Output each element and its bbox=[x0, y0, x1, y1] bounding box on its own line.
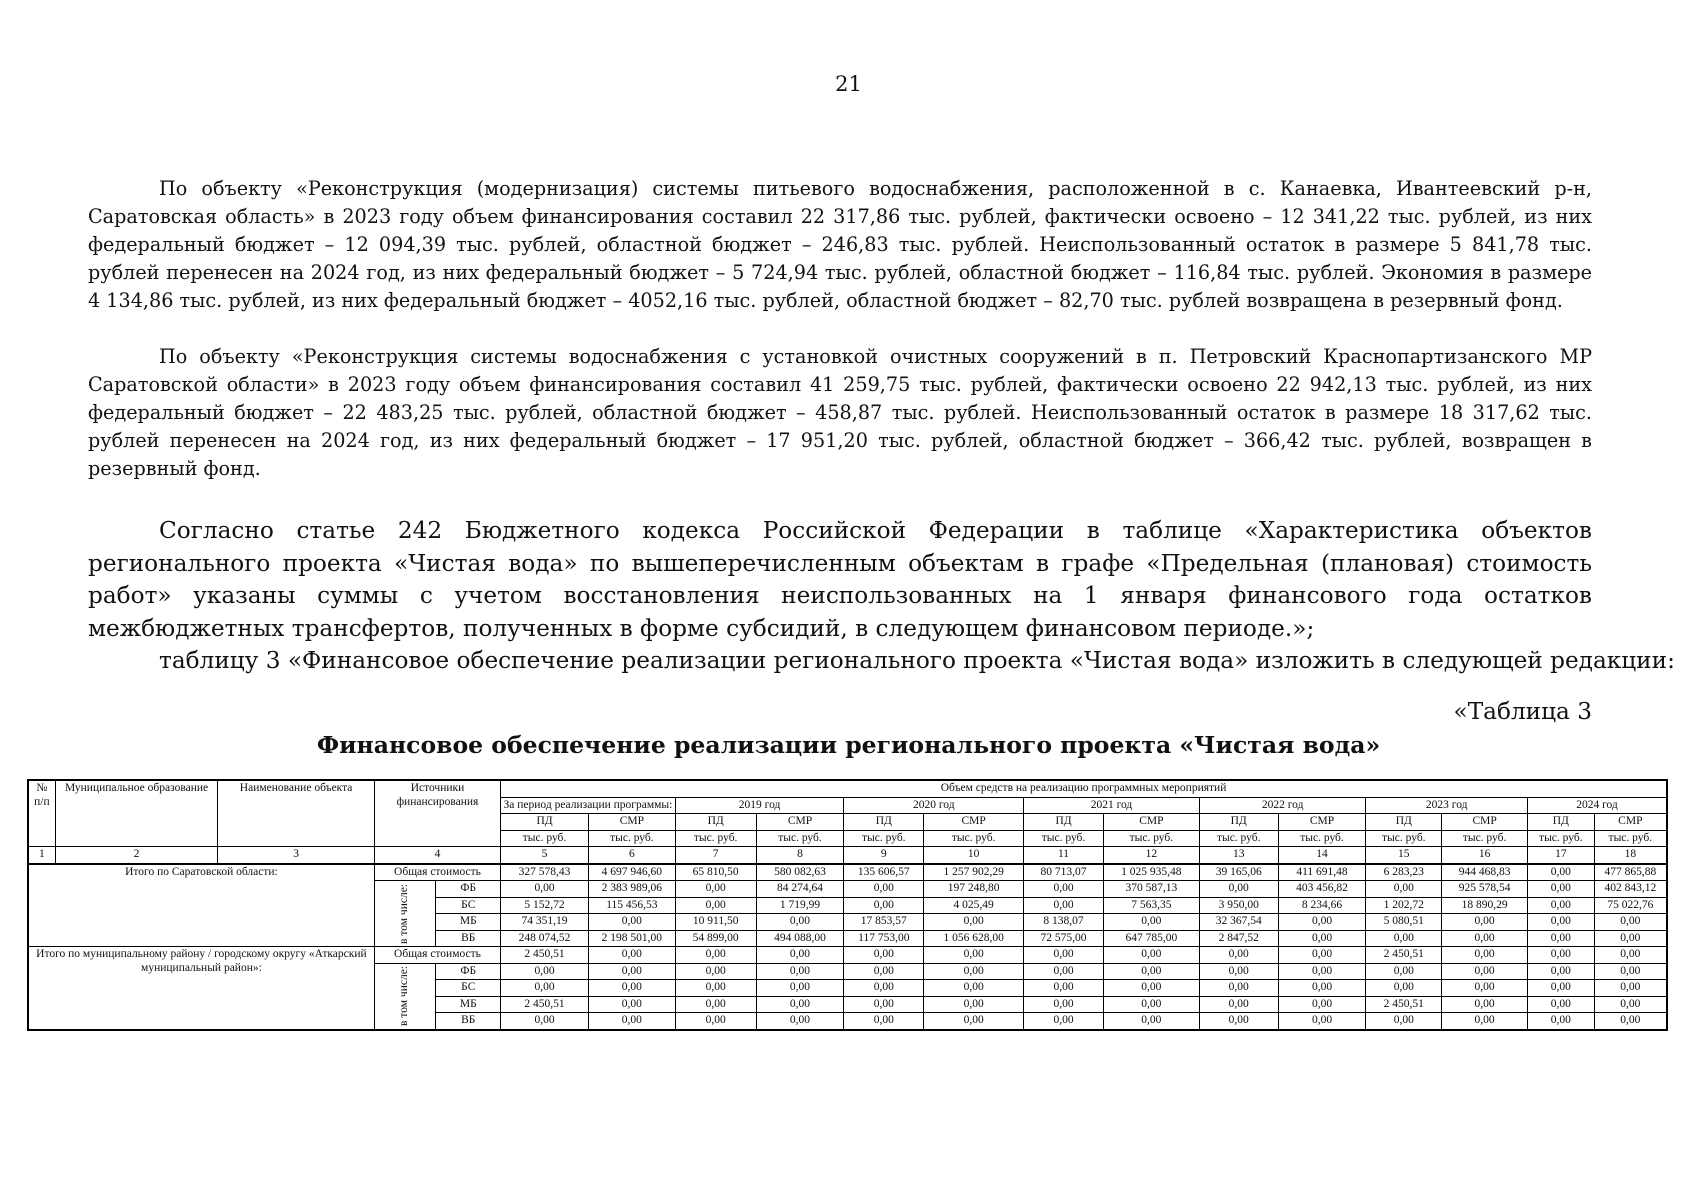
source-value: 8 234,66 bbox=[1278, 897, 1366, 914]
header-pd: ПД bbox=[1366, 814, 1442, 831]
column-number: 16 bbox=[1442, 847, 1528, 864]
source-value: 0,00 bbox=[1366, 980, 1442, 997]
column-number: 8 bbox=[756, 847, 844, 864]
header-row-1 bbox=[28, 780, 1667, 797]
source-value: 0,00 bbox=[1278, 963, 1366, 980]
source-value: 1 056 628,00 bbox=[924, 930, 1024, 947]
source-value: 2 450,51 bbox=[501, 996, 589, 1013]
header-unit: тыс. руб. bbox=[1024, 830, 1104, 847]
column-number: 11 bbox=[1024, 847, 1104, 864]
source-value: 0,00 bbox=[1442, 963, 1528, 980]
source-value: 0,00 bbox=[1199, 881, 1278, 898]
header-unit: тыс. руб. bbox=[756, 830, 844, 847]
header-unit: тыс. руб. bbox=[1199, 830, 1278, 847]
header-unit: тыс. руб. bbox=[1594, 830, 1667, 847]
source-value: 2 383 989,06 bbox=[588, 881, 675, 898]
source-value: 0,00 bbox=[1103, 963, 1199, 980]
source-value: 0,00 bbox=[675, 963, 756, 980]
in-total-text: в том числе: bbox=[398, 966, 411, 1026]
total-value: 135 606,57 bbox=[844, 864, 924, 881]
paragraph-table-intro: таблицу 3 «Финансовое обеспечение реализации регионального проекта «Чистая вода» изложить в следующей редакции: bbox=[159, 647, 1675, 674]
group-label: Итого по муниципальному району / городскому округу «Аткарский муниципальный район»: bbox=[28, 947, 374, 1030]
paragraph-budget-code: Согласно статье 242 Бюджетного кодекса Российской Федерации в таблице «Характеристика объектов регионального проекта «Чистая вода» по вышеперечисленным объектам в графе «Предельная (плановая) стоимость работ» указаны суммы с учетом восстановления неиспользованных на 1 января финансового года остатков межбюджетных трансфертов, полученных в форме субсидий, в следующем финансовом периоде.»; bbox=[88, 517, 1592, 642]
total-value: 477 865,88 bbox=[1594, 864, 1667, 881]
source-value: 0,00 bbox=[844, 996, 924, 1013]
total-value: 0,00 bbox=[1594, 947, 1667, 964]
source-value: 8 138,07 bbox=[1024, 914, 1104, 931]
header-pd: ПД bbox=[675, 814, 756, 831]
source-value: 2 847,52 bbox=[1199, 930, 1278, 947]
source-value: 0,00 bbox=[1278, 930, 1366, 947]
header-year-2019: 2019 год bbox=[675, 797, 844, 814]
source-value: 403 456,82 bbox=[1278, 881, 1366, 898]
source-value: 0,00 bbox=[1024, 996, 1104, 1013]
source-value: 0,00 bbox=[1442, 930, 1528, 947]
total-value: 39 165,06 bbox=[1199, 864, 1278, 881]
source-value: 0,00 bbox=[924, 1013, 1024, 1030]
source-value: 5 080,51 bbox=[1366, 914, 1442, 931]
source-value: 0,00 bbox=[1366, 1013, 1442, 1030]
source-value: 0,00 bbox=[1199, 996, 1278, 1013]
source-value: 4 025,49 bbox=[924, 897, 1024, 914]
header-sources: Источники финансирования bbox=[374, 780, 500, 847]
source-value: 370 587,13 bbox=[1103, 881, 1199, 898]
total-value: 411 691,48 bbox=[1278, 864, 1366, 881]
source-value: 0,00 bbox=[675, 881, 756, 898]
column-number: 17 bbox=[1528, 847, 1595, 864]
source-code: ФБ bbox=[436, 881, 501, 898]
total-value: 0,00 bbox=[1199, 947, 1278, 964]
source-value: 0,00 bbox=[1528, 963, 1595, 980]
header-unit: тыс. руб. bbox=[588, 830, 675, 847]
source-value: 0,00 bbox=[1199, 980, 1278, 997]
source-code: МБ bbox=[436, 914, 501, 931]
in-total-vertical-label bbox=[374, 881, 436, 947]
source-value: 0,00 bbox=[1594, 963, 1667, 980]
source-value: 0,00 bbox=[924, 914, 1024, 931]
total-value: 0,00 bbox=[1024, 947, 1104, 964]
total-value: 0,00 bbox=[844, 947, 924, 964]
source-code: ФБ bbox=[436, 963, 501, 980]
source-value: 0,00 bbox=[1366, 881, 1442, 898]
source-value: 248 074,52 bbox=[501, 930, 589, 947]
group-total-row bbox=[28, 947, 1667, 964]
source-value: 1 202,72 bbox=[1366, 897, 1442, 914]
header-year-2021: 2021 год bbox=[1024, 797, 1200, 814]
source-value: 925 578,54 bbox=[1442, 881, 1528, 898]
source-value: 0,00 bbox=[1024, 881, 1104, 898]
header-smr: СМР bbox=[1442, 814, 1528, 831]
source-value: 0,00 bbox=[588, 996, 675, 1013]
column-number: 1 bbox=[28, 847, 55, 864]
source-value: 0,00 bbox=[675, 897, 756, 914]
source-value: 0,00 bbox=[756, 914, 844, 931]
source-value: 0,00 bbox=[844, 963, 924, 980]
paragraph-kanaevka: По объекту «Реконструкция (модернизация) системы питьевого водоснабжения, расположенной в с. Канаевка, Ивантеевский р-н, Саратовская область» в 2023 году объем финансирования составил 22 317,86 тыс. рублей, фактически освоено – 12 341,22 тыс. рублей, из них федеральный бюджет – 12 094,39 тыс. рублей, областной бюджет – 246,83 тыс. рублей. Неиспользованный остаток в размере 5 841,78 тыс. рублей перенесен на 2024 год, из них федеральный бюджет – 5 724,94 тыс. рублей, областной бюджет – 116,84 тыс. рублей. Экономия в размере 4 134,86 тыс. рублей, из них федеральный бюджет – 4052,16 тыс. рублей, областной бюджет – 82,70 тыс. рублей возвращена в резервный фонд. bbox=[88, 177, 1592, 312]
source-value: 0,00 bbox=[756, 980, 844, 997]
total-value: 0,00 bbox=[675, 947, 756, 964]
source-value: 0,00 bbox=[1528, 996, 1595, 1013]
source-value: 18 890,29 bbox=[1442, 897, 1528, 914]
source-value: 117 753,00 bbox=[844, 930, 924, 947]
source-value: 0,00 bbox=[1024, 897, 1104, 914]
source-value: 0,00 bbox=[1366, 930, 1442, 947]
source-value: 32 367,54 bbox=[1199, 914, 1278, 931]
header-unit: тыс. руб. bbox=[844, 830, 924, 847]
source-value: 0,00 bbox=[1594, 980, 1667, 997]
source-value: 0,00 bbox=[1442, 1013, 1528, 1030]
source-value: 0,00 bbox=[1594, 914, 1667, 931]
source-value: 5 152,72 bbox=[501, 897, 589, 914]
source-code: МБ bbox=[436, 996, 501, 1013]
header-smr: СМР bbox=[1103, 814, 1199, 831]
source-value: 72 575,00 bbox=[1024, 930, 1104, 947]
column-number: 12 bbox=[1103, 847, 1199, 864]
column-number: 18 bbox=[1594, 847, 1667, 864]
source-value: 0,00 bbox=[1366, 963, 1442, 980]
header-smr: СМР bbox=[1594, 814, 1667, 831]
total-value: 80 713,07 bbox=[1024, 864, 1104, 881]
source-value: 0,00 bbox=[1528, 881, 1595, 898]
total-value: 0,00 bbox=[756, 947, 844, 964]
source-value: 0,00 bbox=[1103, 1013, 1199, 1030]
source-value: 0,00 bbox=[1528, 980, 1595, 997]
total-value: 1 257 902,29 bbox=[924, 864, 1024, 881]
source-value: 0,00 bbox=[1024, 963, 1104, 980]
total-value: 580 082,63 bbox=[756, 864, 844, 881]
source-value: 0,00 bbox=[1442, 914, 1528, 931]
source-value: 0,00 bbox=[1594, 930, 1667, 947]
source-value: 0,00 bbox=[501, 1013, 589, 1030]
source-code: БС bbox=[436, 980, 501, 997]
source-code: ВБ bbox=[436, 930, 501, 947]
source-value: 0,00 bbox=[1278, 980, 1366, 997]
total-value: 6 283,23 bbox=[1366, 864, 1442, 881]
source-value: 0,00 bbox=[756, 963, 844, 980]
total-value: 2 450,51 bbox=[1366, 947, 1442, 964]
source-value: 197 248,80 bbox=[924, 881, 1024, 898]
column-number: 14 bbox=[1278, 847, 1366, 864]
source-value: 17 853,57 bbox=[844, 914, 924, 931]
source-value: 0,00 bbox=[1528, 897, 1595, 914]
header-municipality: Муниципальное образование bbox=[55, 780, 218, 847]
source-value: 0,00 bbox=[1278, 914, 1366, 931]
total-value: 0,00 bbox=[1278, 947, 1366, 964]
header-smr: СМР bbox=[756, 814, 844, 831]
column-number: 6 bbox=[588, 847, 675, 864]
group-label: Итого по Саратовской области: bbox=[28, 864, 374, 947]
header-unit: тыс. руб. bbox=[1528, 830, 1595, 847]
source-value: 0,00 bbox=[924, 963, 1024, 980]
header-unit: тыс. руб. bbox=[675, 830, 756, 847]
source-value: 10 911,50 bbox=[675, 914, 756, 931]
total-value: 0,00 bbox=[1442, 947, 1528, 964]
header-pd: ПД bbox=[1199, 814, 1278, 831]
source-value: 0,00 bbox=[1278, 1013, 1366, 1030]
header-pd: ПД bbox=[501, 814, 589, 831]
header-year-2024: 2024 год bbox=[1528, 797, 1668, 814]
header-year-2022: 2022 год bbox=[1199, 797, 1366, 814]
source-value: 0,00 bbox=[1528, 930, 1595, 947]
total-value: 0,00 bbox=[588, 947, 675, 964]
source-value: 0,00 bbox=[924, 980, 1024, 997]
source-value: 0,00 bbox=[1199, 963, 1278, 980]
column-number: 10 bbox=[924, 847, 1024, 864]
column-number: 13 bbox=[1199, 847, 1278, 864]
source-value: 0,00 bbox=[844, 1013, 924, 1030]
source-value: 7 563,35 bbox=[1103, 897, 1199, 914]
source-value: 0,00 bbox=[1442, 996, 1528, 1013]
header-year-2020: 2020 год bbox=[844, 797, 1024, 814]
column-number: 15 bbox=[1366, 847, 1442, 864]
column-number: 2 bbox=[55, 847, 218, 864]
header-unit: тыс. руб. bbox=[501, 830, 589, 847]
header-unit: тыс. руб. bbox=[1366, 830, 1442, 847]
header-unit: тыс. руб. bbox=[1278, 830, 1366, 847]
total-value: 65 810,50 bbox=[675, 864, 756, 881]
source-code: БС bbox=[436, 897, 501, 914]
source-value: 402 843,12 bbox=[1594, 881, 1667, 898]
source-value: 0,00 bbox=[675, 980, 756, 997]
column-number: 3 bbox=[218, 847, 375, 864]
total-value: 0,00 bbox=[924, 947, 1024, 964]
source-value: 0,00 bbox=[1594, 996, 1667, 1013]
in-total-text: в том числе: bbox=[398, 883, 411, 944]
source-value: 494 088,00 bbox=[756, 930, 844, 947]
source-value: 0,00 bbox=[1442, 980, 1528, 997]
total-cost-label: Общая стоимость bbox=[374, 947, 500, 964]
column-number: 9 bbox=[844, 847, 924, 864]
header-year-2023: 2023 год bbox=[1366, 797, 1528, 814]
source-value: 0,00 bbox=[1103, 914, 1199, 931]
header-num: № п/п bbox=[28, 780, 55, 847]
source-value: 0,00 bbox=[1199, 1013, 1278, 1030]
source-value: 0,00 bbox=[588, 1013, 675, 1030]
header-unit: тыс. руб. bbox=[1103, 830, 1199, 847]
source-value: 0,00 bbox=[501, 881, 589, 898]
source-value: 0,00 bbox=[924, 996, 1024, 1013]
group-total-row bbox=[28, 864, 1667, 881]
source-value: 0,00 bbox=[1103, 996, 1199, 1013]
total-value: 944 468,83 bbox=[1442, 864, 1528, 881]
source-value: 0,00 bbox=[756, 1013, 844, 1030]
source-value: 0,00 bbox=[675, 1013, 756, 1030]
paragraph-petrovsky: По объекту «Реконструкция системы водоснабжения с установкой очистных сооружений в п. Петровский Краснопартизанского МР Саратовской области» в 2023 году объем финансирования составил 41 259,75 тыс. рублей, фактически освоено 22 942,13 тыс. рублей, из них федеральный бюджет – 22 483,25 тыс. рублей, областной бюджет – 458,87 тыс. рублей. Неиспользованный остаток в размере 18 317,62 тыс. рублей перенесен на 2024 год, из них федеральный бюджет – 17 951,20 тыс. рублей, областной бюджет – 366,42 тыс. рублей, возвращен в резервный фонд. bbox=[88, 345, 1592, 480]
source-value: 0,00 bbox=[844, 881, 924, 898]
source-value: 115 456,53 bbox=[588, 897, 675, 914]
source-value: 0,00 bbox=[1594, 1013, 1667, 1030]
source-value: 0,00 bbox=[844, 980, 924, 997]
total-value: 1 025 935,48 bbox=[1103, 864, 1199, 881]
header-pd: ПД bbox=[844, 814, 924, 831]
source-value: 0,00 bbox=[675, 996, 756, 1013]
source-value: 74 351,19 bbox=[501, 914, 589, 931]
total-value: 0,00 bbox=[1528, 864, 1595, 881]
source-value: 0,00 bbox=[1278, 996, 1366, 1013]
source-value: 0,00 bbox=[756, 996, 844, 1013]
in-total-vertical-label bbox=[374, 963, 436, 1030]
source-value: 0,00 bbox=[1024, 980, 1104, 997]
source-value: 0,00 bbox=[588, 914, 675, 931]
source-value: 75 022,76 bbox=[1594, 897, 1667, 914]
column-number: 7 bbox=[675, 847, 756, 864]
table-title: Финансовое обеспечение реализации регионального проекта «Чистая вода» bbox=[316, 731, 1381, 759]
header-smr: СМР bbox=[1278, 814, 1366, 831]
source-value: 647 785,00 bbox=[1103, 930, 1199, 947]
source-value: 0,00 bbox=[1024, 1013, 1104, 1030]
page-number: 21 bbox=[835, 72, 862, 96]
source-value: 0,00 bbox=[1528, 1013, 1595, 1030]
source-value: 84 274,64 bbox=[756, 881, 844, 898]
header-unit: тыс. руб. bbox=[924, 830, 1024, 847]
total-cost-label: Общая стоимость bbox=[374, 864, 500, 881]
table-reference: «Таблица 3 bbox=[1453, 698, 1592, 725]
total-value: 2 450,51 bbox=[501, 947, 589, 964]
header-row-column-numbers bbox=[28, 847, 1667, 864]
column-number: 4 bbox=[374, 847, 500, 864]
total-value: 0,00 bbox=[1103, 947, 1199, 964]
source-value: 0,00 bbox=[588, 963, 675, 980]
header-unit: тыс. руб. bbox=[1442, 830, 1528, 847]
source-value: 0,00 bbox=[501, 980, 589, 997]
header-period: За период реализации программы: bbox=[501, 797, 676, 814]
header-volume: Объем средств на реализацию программных мероприятий bbox=[501, 780, 1667, 797]
source-value: 2 450,51 bbox=[1366, 996, 1442, 1013]
header-smr: СМР bbox=[924, 814, 1024, 831]
header-object: Наименование объекта bbox=[218, 780, 375, 847]
header-smr: СМР bbox=[588, 814, 675, 831]
total-value: 4 697 946,60 bbox=[588, 864, 675, 881]
column-number: 5 bbox=[501, 847, 589, 864]
source-value: 0,00 bbox=[1528, 914, 1595, 931]
source-value: 0,00 bbox=[1103, 980, 1199, 997]
source-code: ВБ bbox=[436, 1013, 501, 1030]
source-value: 1 719,99 bbox=[756, 897, 844, 914]
source-value: 3 950,00 bbox=[1199, 897, 1278, 914]
total-value: 327 578,43 bbox=[501, 864, 589, 881]
source-value: 0,00 bbox=[501, 963, 589, 980]
source-value: 0,00 bbox=[844, 897, 924, 914]
header-pd: ПД bbox=[1024, 814, 1104, 831]
finance-table bbox=[27, 779, 1668, 1031]
source-value: 54 899,00 bbox=[675, 930, 756, 947]
header-pd: ПД bbox=[1528, 814, 1595, 831]
total-value: 0,00 bbox=[1528, 947, 1595, 964]
source-value: 2 198 501,00 bbox=[588, 930, 675, 947]
source-value: 0,00 bbox=[588, 980, 675, 997]
